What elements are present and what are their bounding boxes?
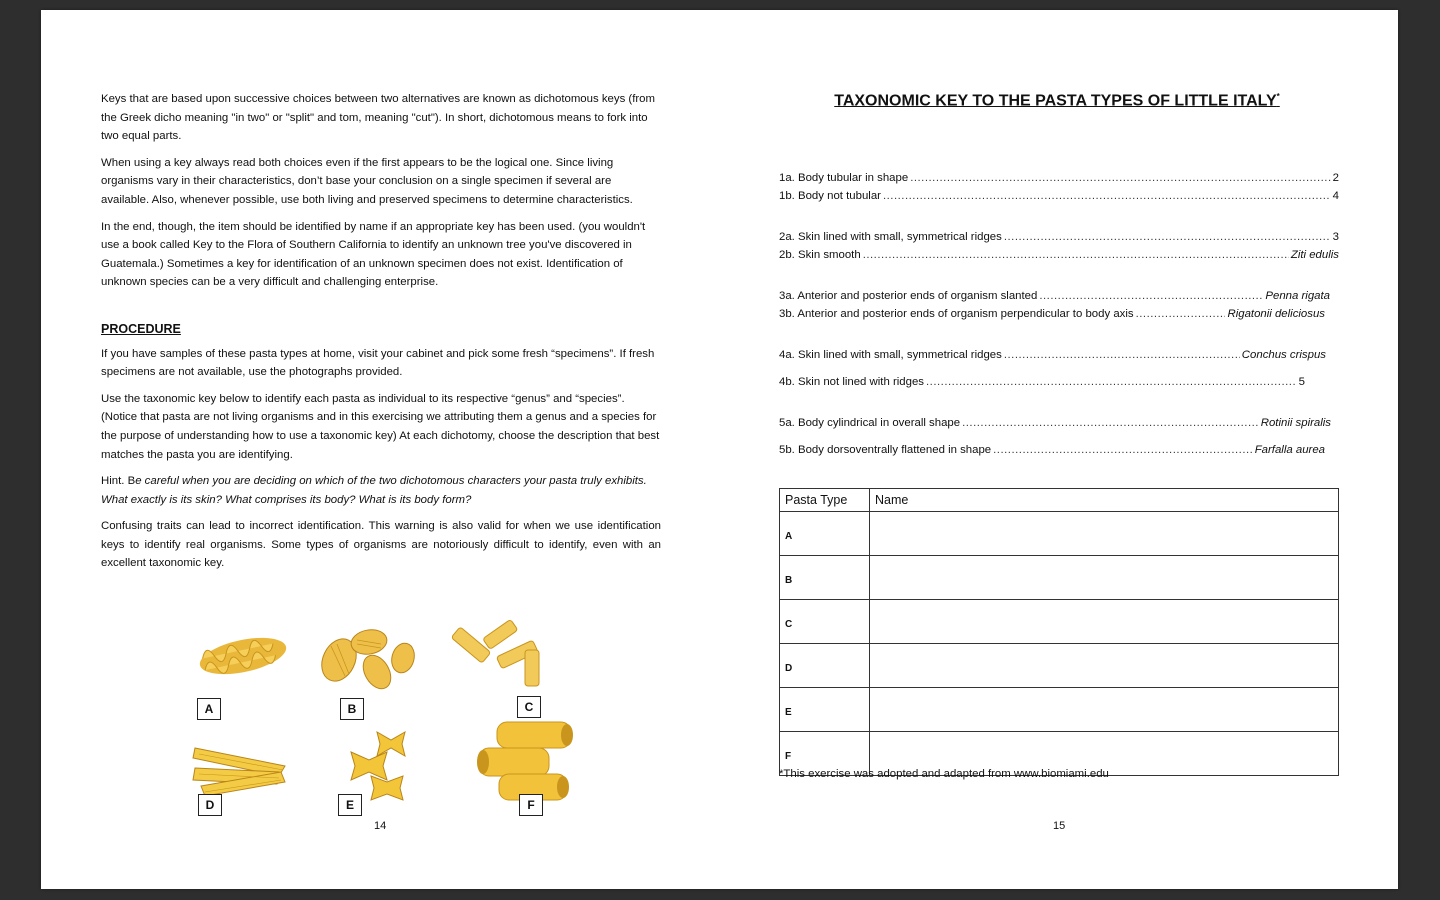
pasta-photo-a [193, 620, 293, 692]
answer-table-header [780, 489, 1339, 512]
key-entry-3a [779, 290, 1330, 308]
row-letter: C [780, 600, 870, 644]
key-entry-text: 1b. Body not tubular [779, 190, 881, 202]
row-letter: A [780, 512, 870, 556]
pasta-photo-c [443, 620, 553, 690]
row-name-cell[interactable] [870, 644, 1339, 688]
procedure-heading: PROCEDURE [101, 321, 181, 336]
key-entry-text: 3b. Anterior and posterior ends of organism perpendicular to body axis [779, 308, 1134, 320]
key-entry-result: Farfalla aurea [1254, 444, 1325, 456]
procedure-paragraph-1: If you have samples of these pasta types at home, visit your cabinet and pick some fresh “specimens”. If fresh specimens are not available, use the photographs provided. [101, 347, 655, 379]
document-spread [41, 10, 1398, 889]
row-name-cell[interactable] [870, 556, 1339, 600]
photo-label-a: A [197, 698, 221, 720]
hint-text: e careful when you are deciding on which of the two dichotomous characters your pasta truly exhibits. What exactly is its skin? What comprises its body? What is its body form? [101, 475, 647, 506]
row-name-cell[interactable] [870, 688, 1339, 732]
photo-label-c: C [517, 696, 541, 718]
header-name: Name [870, 489, 1339, 512]
key-entry-text: 5b. Body dorsoventrally flattened in shape [779, 444, 992, 456]
procedure-paragraph-2: Use the taxonomic key below to identify each pasta as individual to its respective “genus” and “species”. (Notice that pasta are not living organisms and in this exercising we attributing them a genus and a species for the purpose of understanding how to use a taxonomic key) At each dichotomy, choose the description that best matches the pasta you are identifying. [101, 392, 660, 461]
photo-label-e: E [338, 794, 362, 816]
hint-paragraph [101, 472, 661, 509]
key-entry-text: 2a. Skin lined with small, symmetrical ridges [779, 231, 1002, 243]
hint-prefix: Hint. B [101, 475, 136, 488]
row-letter: B [780, 556, 870, 600]
key-entry-text: 4b. Skin not lined with ridges [779, 376, 924, 388]
photo-label-d: D [198, 794, 222, 816]
key-title [827, 92, 1287, 110]
key-entry-text: 2b. Skin smooth [779, 249, 861, 261]
page-number-right: 15 [1053, 820, 1066, 832]
key-entry-1a [779, 172, 1339, 190]
footnote: *This exercise was adopted and adapted from www.biomiami.edu [779, 768, 1109, 780]
row-letter: D [780, 644, 870, 688]
left-text-body [101, 90, 661, 581]
row-name-cell[interactable] [870, 600, 1339, 644]
key-entry-result: Conchus crispus [1241, 349, 1326, 361]
row-letter: E [780, 688, 870, 732]
key-entry-text: 3a. Anterior and posterior ends of organism slanted [779, 290, 1038, 302]
pasta-photo-b [311, 622, 421, 692]
key-entry-text: 4a. Skin lined with small, symmetrical ridges [779, 349, 1002, 361]
key-entry-1b [779, 190, 1339, 208]
key-entry-result: 5 [1298, 376, 1305, 388]
key-entry-5a [779, 417, 1331, 435]
table-row [780, 644, 1339, 688]
key-title-text: TAXONOMIC KEY TO THE PASTA TYPES OF LITTLE ITALY [834, 92, 1277, 110]
intro-paragraph-1: Keys that are based upon successive choices between two alternatives are known as dichotomous keys (from the Greek dicho meaning "in two" or "split" and tom, meaning "cut"). In short, dichotomous means to fork into two equal parts. [101, 93, 655, 143]
page-right [719, 10, 1398, 889]
table-row [780, 556, 1339, 600]
key-entry-result: Rotinii spiralis [1260, 417, 1331, 429]
key-entry-result: 4 [1332, 190, 1339, 202]
table-row [780, 512, 1339, 556]
key-entry-result: 2 [1332, 172, 1339, 184]
row-name-cell[interactable] [870, 512, 1339, 556]
table-row [780, 688, 1339, 732]
intro-paragraph-3: In the end, though, the item should be identified by name if an appropriate key has been used. (you wouldn't use a book called Key to the Flora of Southern California to identify an unknown tree you've discovered in Guatemala.) Sometimes a key for identification of an unknown specimen does not exist. Identification of unknown species can be a very difficult and challenging enterprise. [101, 220, 646, 289]
key-entry-4b [779, 376, 1305, 394]
photo-label-b: B [340, 698, 364, 720]
key-entry-result: 3 [1332, 231, 1339, 243]
key-entry-text: 5a. Body cylindrical in overall shape [779, 417, 961, 429]
page-number-left: 14 [374, 820, 387, 832]
answer-table [779, 488, 1339, 776]
row-letter: F [780, 732, 870, 776]
table-row [780, 600, 1339, 644]
key-entry-text: 1a. Body tubular in shape [779, 172, 909, 184]
key-entry-5b [779, 444, 1325, 462]
key-title-footnote-mark: * [1276, 92, 1280, 101]
key-entry-3b [779, 308, 1325, 326]
pasta-photos [183, 614, 553, 814]
pasta-photo-f [469, 718, 579, 804]
procedure-paragraph-3: Confusing traits can lead to incorrect identification. This warning is also valid for when we use identification keys to identify real organisms. Some types of organisms are notoriously difficult to identify, even with an excellent taxonomic key. [101, 520, 661, 570]
intro-paragraph-2: When using a key always read both choices even if the first appears to be the logical one. Since living organisms vary in their characteristics, don’t base your conclusion on a single specimen if several are available. Also, whenever possible, use both living and preserved specimens to determine characteristics. [101, 156, 633, 206]
key-entry-result: Ziti edulis [1290, 249, 1339, 261]
key-entry-2a [779, 231, 1339, 249]
header-pasta-type: Pasta Type [780, 489, 870, 512]
key-entry-result: Rigatonii deliciosus [1227, 308, 1325, 320]
photo-label-f: F [519, 794, 543, 816]
page-left [41, 10, 719, 889]
key-entry-4a [779, 349, 1326, 367]
key-entry-result: Penna rigata [1265, 290, 1330, 302]
key-entry-2b [779, 249, 1339, 267]
